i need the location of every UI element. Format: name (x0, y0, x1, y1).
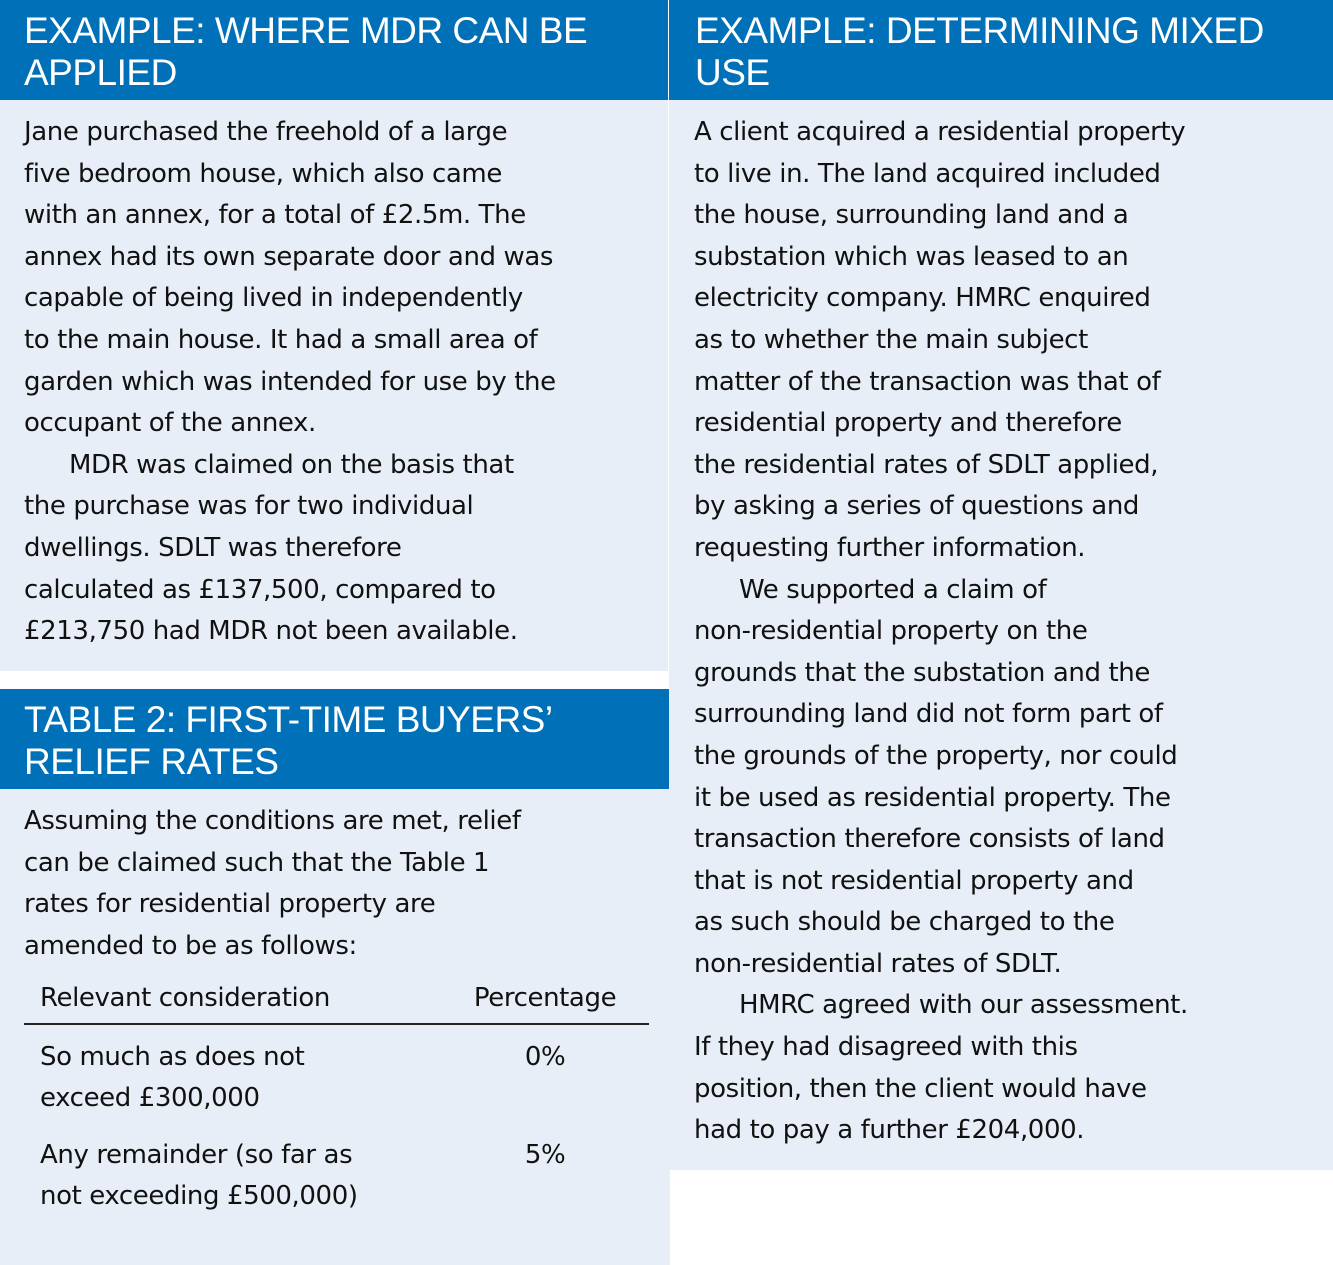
table-row (24, 1024, 649, 1123)
mdr-example-panel (0, 0, 668, 671)
relief-rates-table (24, 975, 649, 1221)
mixed-use-paragraph-1: A client acquired a residential property to live in. The land acquired included the house, surrounding land and a substation which was leased to an electricity company. HMRC enquired as to whether the main subject matter of the transaction was that of residential property and therefore the residential rates of SDLT applied, by asking a series of questions and requesting further information. (694, 117, 1186, 563)
table2-panel (0, 689, 670, 1265)
mdr-example-paragraph-2: MDR was claimed on the basis that the purchase was for two individual dwellings. SDLT was therefore calculated as £137,500, compared to £213,750 had MDR not been available. (24, 449, 518, 647)
mdr-example-heading: EXAMPLE: WHERE MDR CAN BE APPLIED (0, 0, 668, 100)
table2-intro: Assuming the conditions are met, relief can be claimed such that the Table 1 rates for residential property are amended to be as follows: (24, 806, 521, 961)
column-header-consideration: Relevant consideration (24, 975, 441, 1024)
row-percentage: 0% (524, 1042, 566, 1073)
row-percentage: 5% (524, 1140, 566, 1171)
mixed-use-example-panel (669, 0, 1333, 1170)
column-header-percentage: Percentage (441, 975, 649, 1024)
table-header-row (24, 975, 649, 1024)
table-row (24, 1123, 649, 1221)
row-consideration: Any remainder (so far as not exceeding £500,000) (40, 1140, 358, 1212)
mixed-use-paragraph-2: We supported a claim of non-residential property on the grounds that the substation and the surrounding land did not form part of the grounds of the property, nor could it be used as residential property. The transaction therefore consists of land that is not residential property and as such should be charged to the non-residential rates of SDLT. (694, 574, 1178, 979)
row-consideration: So much as does not exceed £300,000 (40, 1042, 305, 1114)
mixed-use-heading: EXAMPLE: DETERMINING MIXED USE (669, 0, 1333, 100)
mixed-use-paragraph-3: HMRC agreed with our assessment. If they had disagreed with this position, then the client would have had to pay a further £204,000. (694, 990, 1188, 1146)
mdr-example-paragraph-1: Jane purchased the freehold of a large five bedroom house, which also came with an annex, for a total of £2.5m. The annex had its own separate door and was capable of being lived in independently to the main house. It had a small area of garden which was intended for use by the occupant of the annex. (24, 117, 556, 439)
table2-heading: TABLE 2: FIRST-TIME BUYERS’ RELIEF RATES (0, 689, 670, 789)
